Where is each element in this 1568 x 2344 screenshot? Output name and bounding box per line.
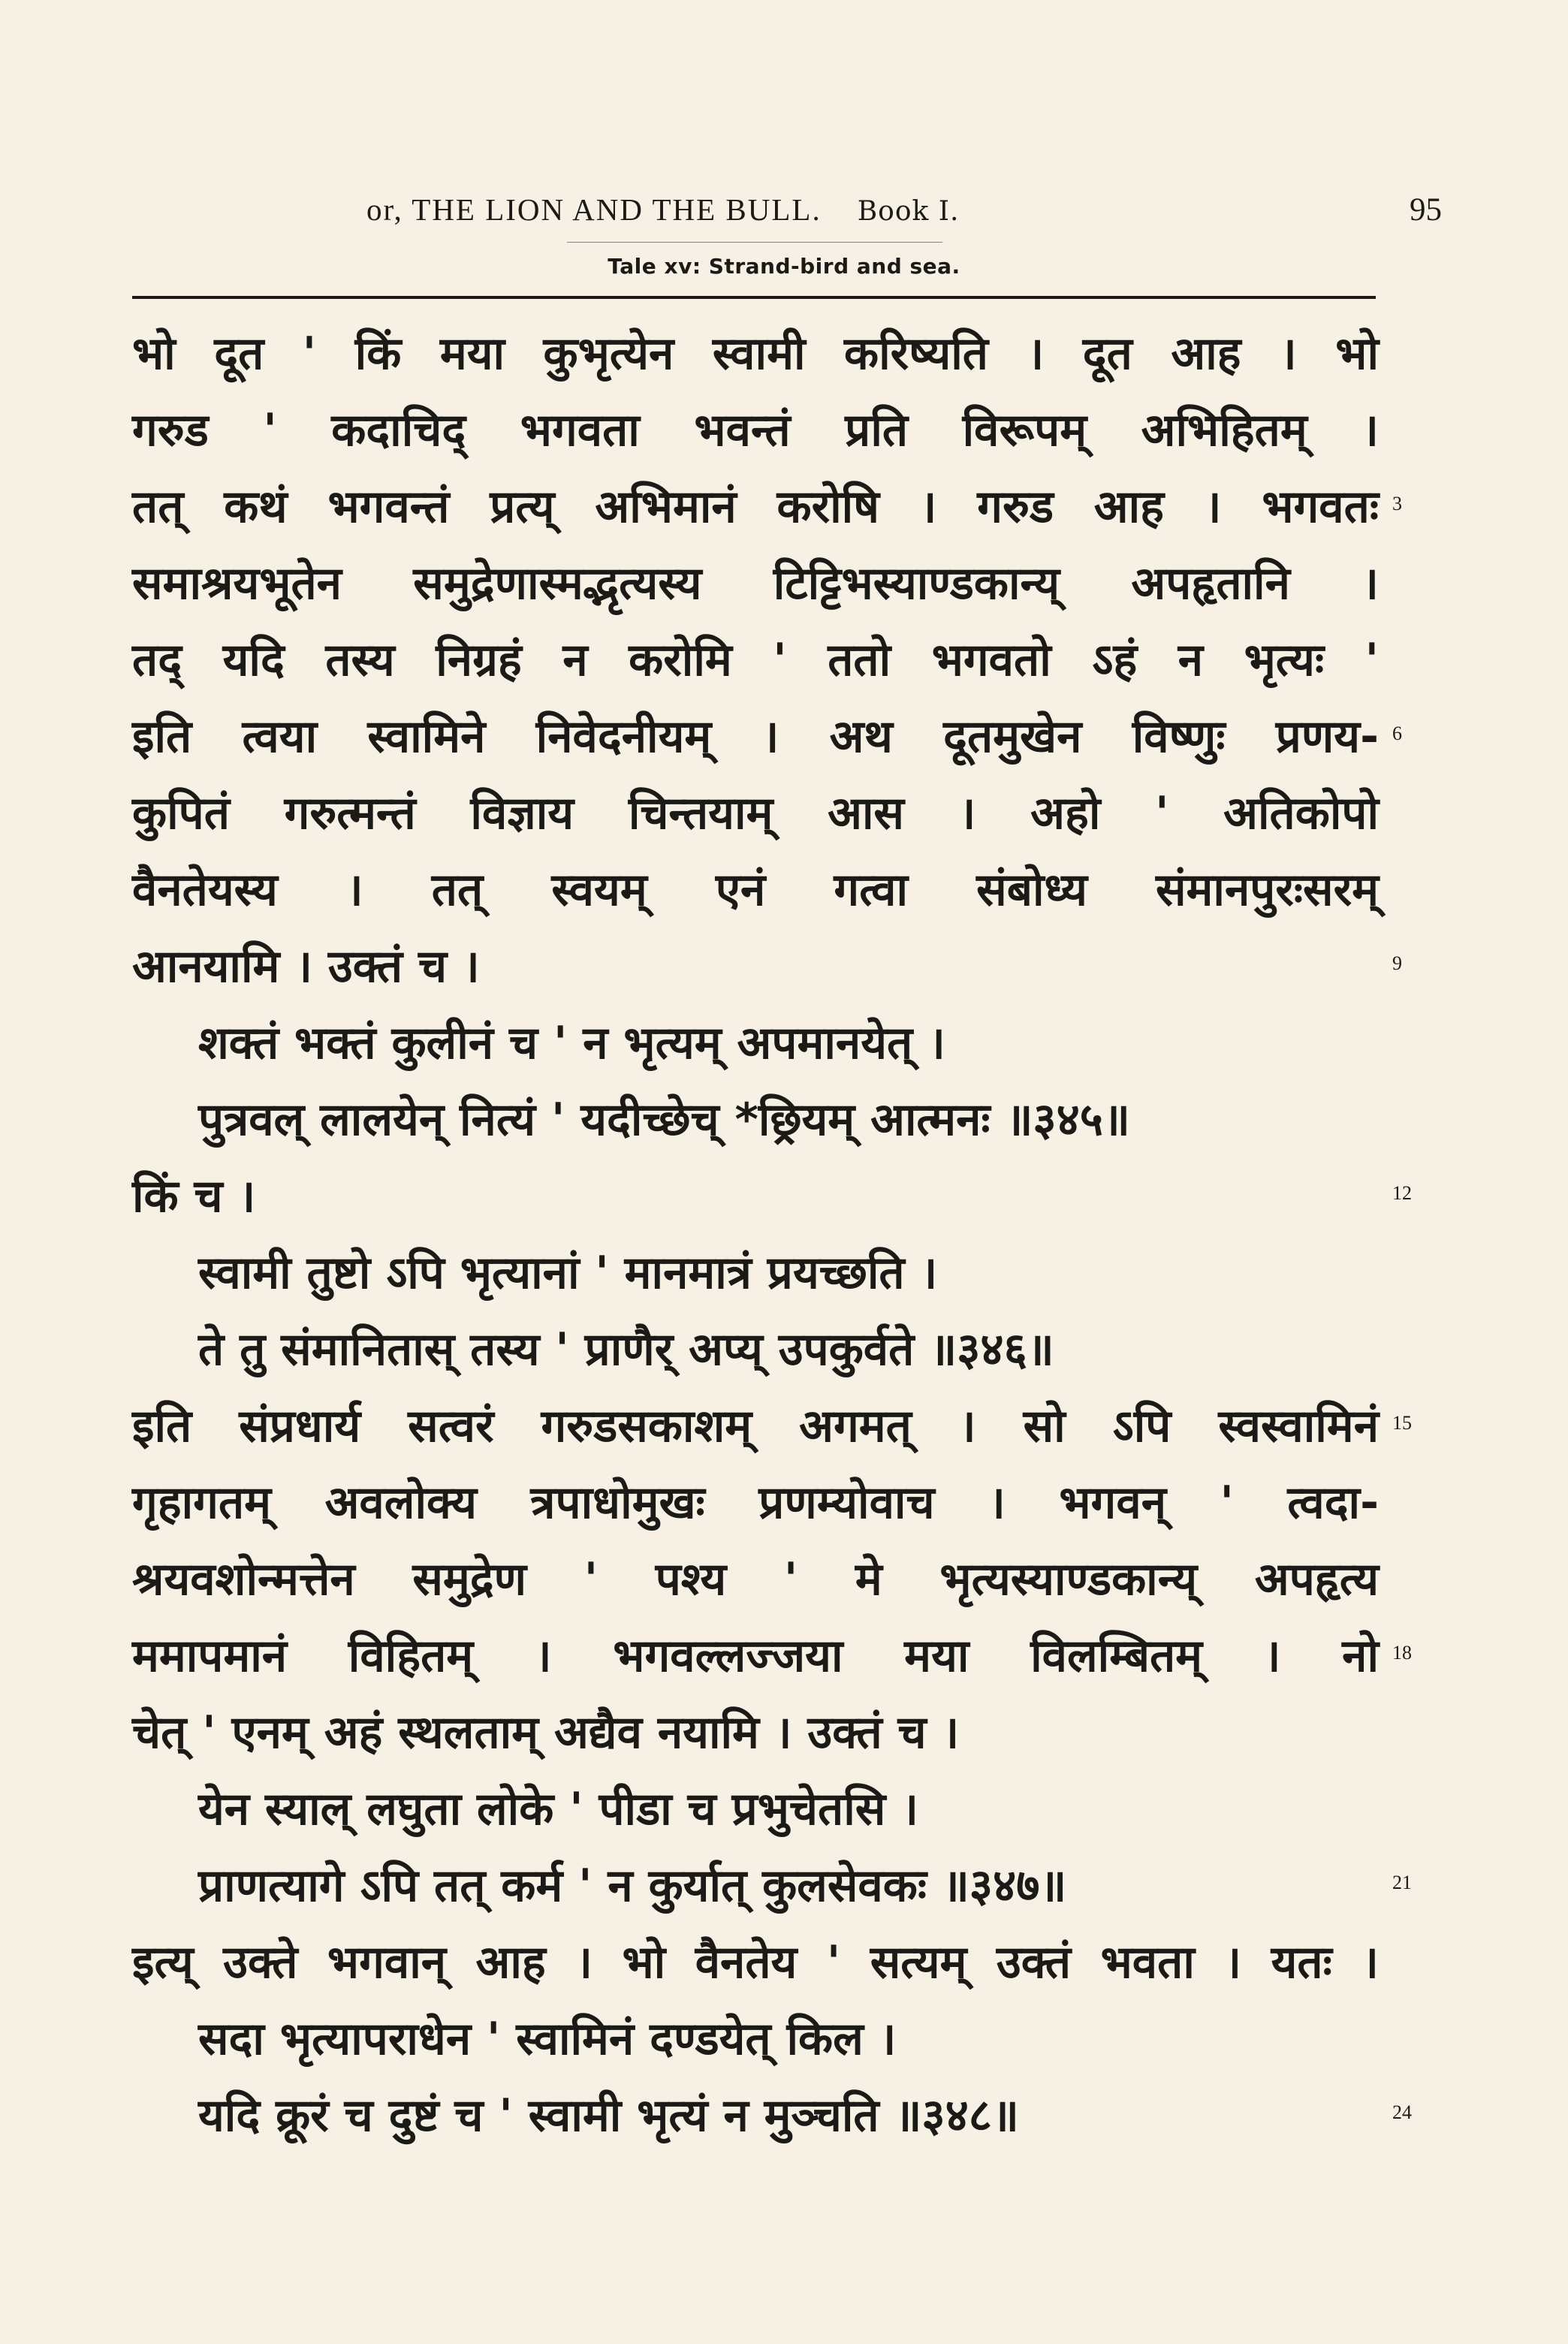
line-number: 21 <box>1392 1872 1412 1893</box>
page-number: 95 <box>1410 192 1442 228</box>
text-line: श्रयवशोन्मत्तेन समुद्रेण ' पश्य ' मे भृत्यस्याण्डकान्य् अपहृत्य <box>132 1553 1379 1606</box>
tale-title: Tale xv: Strand-bird and sea. <box>608 254 960 279</box>
line-number: 18 <box>1392 1642 1412 1664</box>
text-line: ममापमानं विहितम् । भगवल्लज्जया मया विलम्बितम् । नो <box>132 1630 1379 1682</box>
text-line: समाश्रयभूतेन समुद्रेणास्मद्भृत्यस्य टिट्टिभस्याण्डकान्य् अपहृतानि । <box>132 557 1379 610</box>
line-number: 12 <box>1392 1182 1412 1204</box>
line-number: 3 <box>1392 493 1402 514</box>
text-line: कुपितं गरुत्मन्तं विज्ञाय चिन्तयाम् आस । अहो ' अतिकोपो <box>132 787 1379 840</box>
verse-line: शक्तं भक्तं कुलीनं च ' न भृत्यम् अपमानयेत् । <box>198 1017 945 1069</box>
verse-line: ते तु संमानितास् तस्य ' प्राणैर् अप्य् उपकुर्वते ॥३४६॥ <box>198 1323 1054 1376</box>
line-number: 9 <box>1392 952 1402 974</box>
text-line: किं च । <box>132 1170 256 1223</box>
text-line: आनयामि । उक्तं च । <box>132 940 480 993</box>
line-number: 6 <box>1392 723 1402 744</box>
text-line: तत् कथं भगवन्तं प्रत्य् अभिमानं करोषि । गरुड आह । भगवतः <box>132 481 1379 533</box>
book-label: Book I. <box>857 196 960 227</box>
line-number: 24 <box>1392 2101 1412 2123</box>
header-rule <box>132 296 1376 299</box>
text-line: भो दूत ' किं मया कुभृत्येन स्वामी करिष्यति । दूत आह । भो <box>132 327 1379 380</box>
text-line: वैनतेयस्य । तत् स्वयम् एनं गत्वा संबोध्य संमानपुरःसरम् <box>132 864 1379 916</box>
verse-line: पुत्रवल् लालयेन् नित्यं ' यदीच्छेच् *छ्रियम् आत्मनः ॥३४५॥ <box>198 1094 1130 1146</box>
text-line: गरुड ' कदाचिद् भगवता भवन्तं प्रति विरूपम् अभिहितम् । <box>132 404 1379 457</box>
line-number: 15 <box>1392 1412 1412 1434</box>
sanskrit-text <box>132 315 1379 2154</box>
text-line: इति संप्रधार्य सत्वरं गरुडसकाशम् अगमत् । सो ऽपि स्वस्वामिनं <box>132 1400 1379 1453</box>
verse-line: सदा भृत्यापराधेन ' स्वामिनं दण्डयेत् किल । <box>198 2013 897 2065</box>
text-line: तद् यदि तस्य निग्रहं न करोमि ' ततो भगवतो ऽहं न भृत्यः ' <box>132 634 1379 686</box>
text-line: चेत् ' एनम् अहं स्थलताम् अद्यैव नयामि । उक्तं च । <box>132 1706 960 1759</box>
verse-line: यदि क्रूरं च दुष्टं च ' स्वामी भृत्यं न मुञ्चति ॥३४८॥ <box>198 2089 1019 2142</box>
verse-line: येन स्याल् लघुता लोके ' पीडा च प्रभुचेतसि । <box>198 1783 918 1836</box>
running-title: or, THE LION AND THE BULL. <box>366 192 822 227</box>
text-line: इति त्वया स्वामिने निवेदनीयम् । अथ दूतमुखेन विष्णुः प्रणय- <box>132 710 1379 763</box>
verse-line: प्राणत्यागे ऽपि तत् कर्म ' न कुर्यात् कुलसेवकः ॥३४७॥ <box>198 1860 1067 1912</box>
verse-line: स्वामी तुष्टो ऽपि भृत्यानां ' मानमात्रं प्रयच्छति । <box>198 1247 938 1299</box>
text-line: गृहागतम् अवलोक्य त्रपाधोमुखः प्रणम्योवाच । भगवन् ' त्वदा- <box>132 1477 1379 1529</box>
running-head <box>366 192 1440 228</box>
subtitle-rule <box>567 242 942 243</box>
text-line: इत्य् उक्ते भगवान् आह । भो वैनतेय ' सत्यम् उक्तं भवता । यतः । <box>132 1936 1379 1989</box>
